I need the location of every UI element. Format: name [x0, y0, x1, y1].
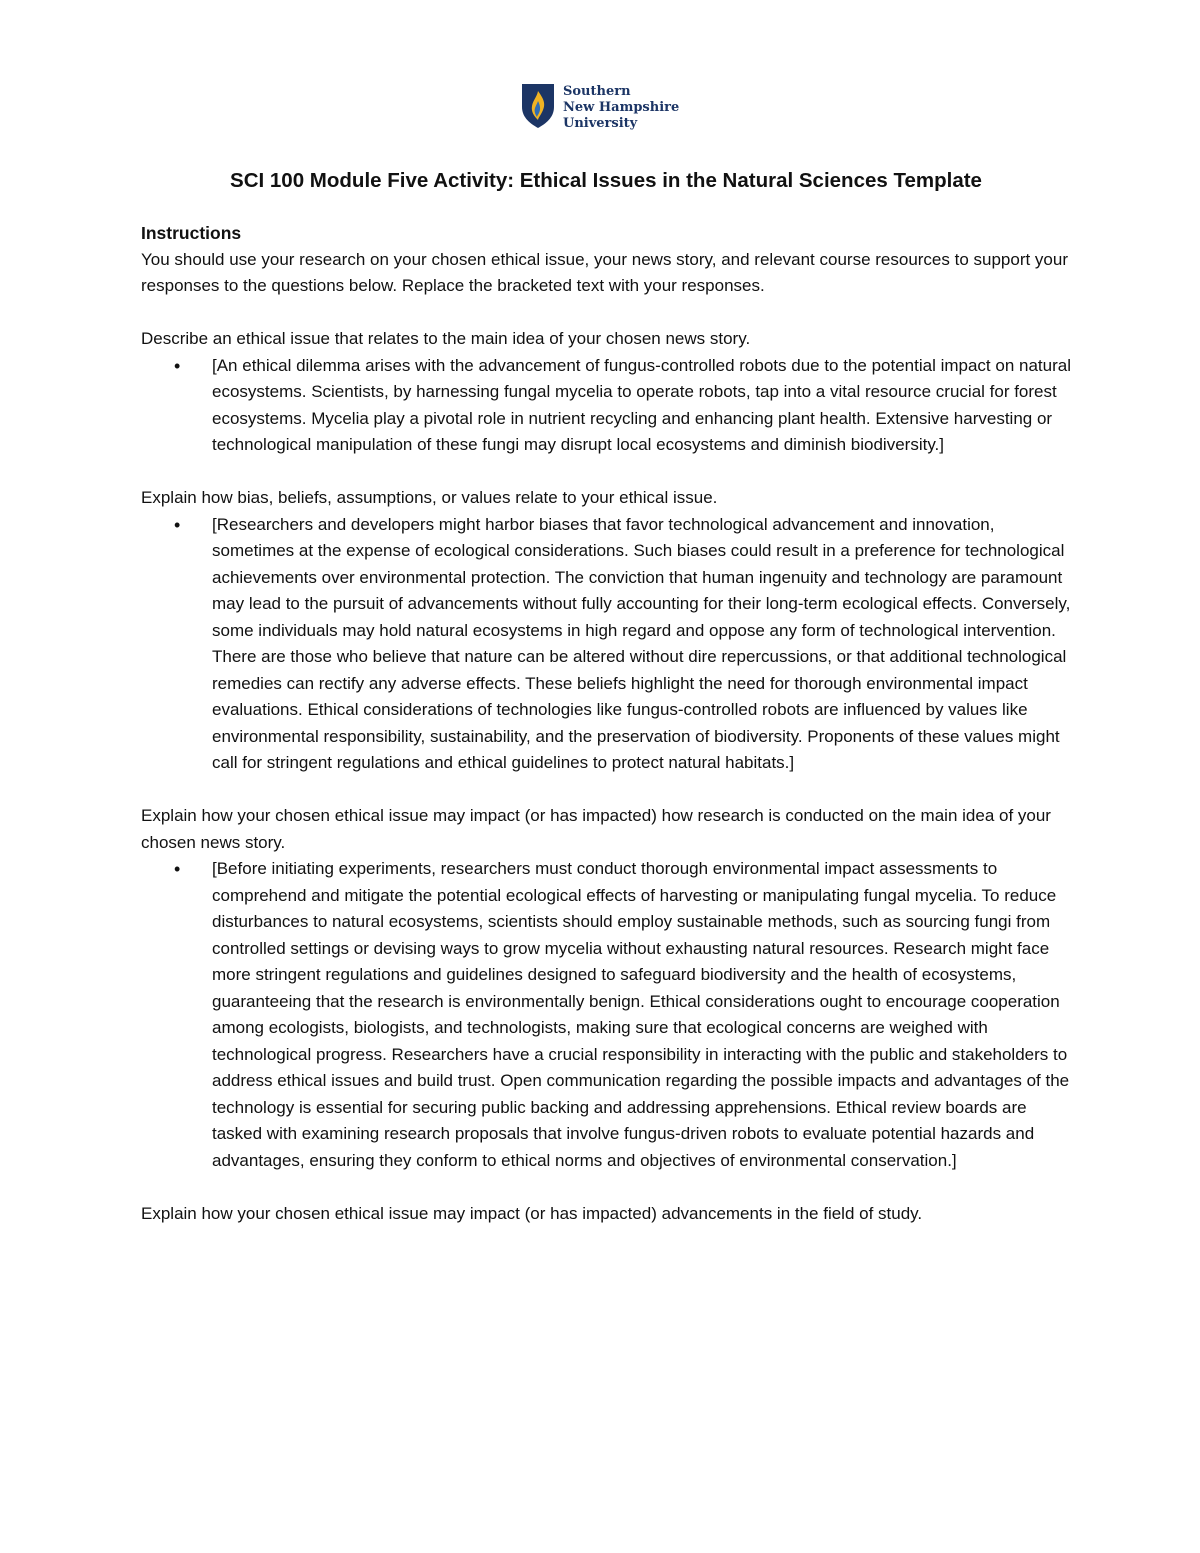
question-2: Explain how bias, beliefs, assumptions, or values relate to your ethical issue. — [141, 488, 718, 507]
logo-line-3: University — [563, 116, 638, 131]
answer-list-3 — [141, 856, 1071, 1174]
answer-2: • [Researchers and developers might harbor biases that favor technological advancement and innovation, sometimes at the expense of ecological considerations. Such biases could result in a preference for technological achievements over environmental protection. The conviction that human ingenuity and technology are paramount may lead to the pursuit of advancements without fully accounting for their long-term ecological effects. Conversely, some individuals may hold natural ecosystems in high regard and oppose any form of technological intervention. There are those who believe that nature can be altered without dire repercussions, or that additional technological remedies can rectify any adverse effects. These beliefs highlight the need for thorough environmental impact evaluations. Ethical considerations of technologies like fungus-controlled robots are influenced by values like environmental responsibility, sustainability, and the preservation of biodiversity. Proponents of these values might call for stringent regulations and ethical guidelines to protect natural habitats.] — [212, 512, 1071, 777]
answer-list-2 — [141, 512, 1071, 777]
answer-1: • [An ethical dilemma arises with the advancement of fungus-controlled robots due to the potential impact on natural ecosystems. Scientists, by harnessing fungal mycelia to operate robots, tap into a vital resource crucial for forest ecosystems. Mycelia play a pivotal role in nutrient recycling and enhancing plant health. Extensive harvesting or technological manipulation of these fungi may disrupt local ecosystems and diminish biodiversity.] — [212, 353, 1071, 459]
instructions-text: You should use your research on your chosen ethical issue, your news story, and relevant course resources to support your responses to the questions below. Replace the bracketed text with your responses. — [141, 249, 1069, 295]
instructions-heading: Instructions — [141, 223, 242, 243]
answer-list-1 — [141, 353, 1071, 459]
answer-3: • [Before initiating experiments, researchers must conduct thorough environmental impact assessments to comprehend and mitigate the potential ecological effects of harvesting or manipulating fungal mycelia. To reduce disturbances to natural ecosystems, scientists should employ sustainable methods, such as sourcing fungi from controlled settings or devising ways to grow mycelia without exhausting natural resources. Research might face more stringent regulations and guidelines designed to safeguard biodiversity and the health of ecosystems, guaranteeing that the research is environmentally benign. Ethical considerations ought to encourage cooperation among ecologists, biologists, and technologists, making sure that ecological concerns are weighed with technological progress. Researchers have a crucial responsibility in interacting with the public and stakeholders to address ethical issues and build trust. Open communication regarding the possible impacts and advantages of the technology is essential for securing public backing and addressing apprehensions. Ethical review boards are tasked with examining research proposals that involve fungus-driven robots to evaluate potential hazards and advantages, ensuring they conform to ethical norms and objectives of environmental conservation.] — [212, 856, 1071, 1174]
question-3: Explain how your chosen ethical issue may impact (or has impacted) how research is conducted on the main idea of your chosen news story. — [141, 806, 1051, 852]
flame-shield-icon — [521, 83, 555, 129]
logo-wordmark — [563, 83, 679, 132]
logo-line-2: New Hampshire — [563, 100, 680, 115]
question-4: Explain how your chosen ethical issue may impact (or has impacted) advancements in the field of study. — [141, 1203, 923, 1223]
document-title: SCI 100 Module Five Activity: Ethical Issues in the Natural Sciences Template — [230, 169, 982, 192]
document-body — [141, 166, 1071, 1227]
university-logo — [521, 83, 679, 132]
question-1: Describe an ethical issue that relates to the main idea of your chosen news story. — [141, 329, 751, 348]
logo-line-1: Southern — [563, 84, 631, 99]
